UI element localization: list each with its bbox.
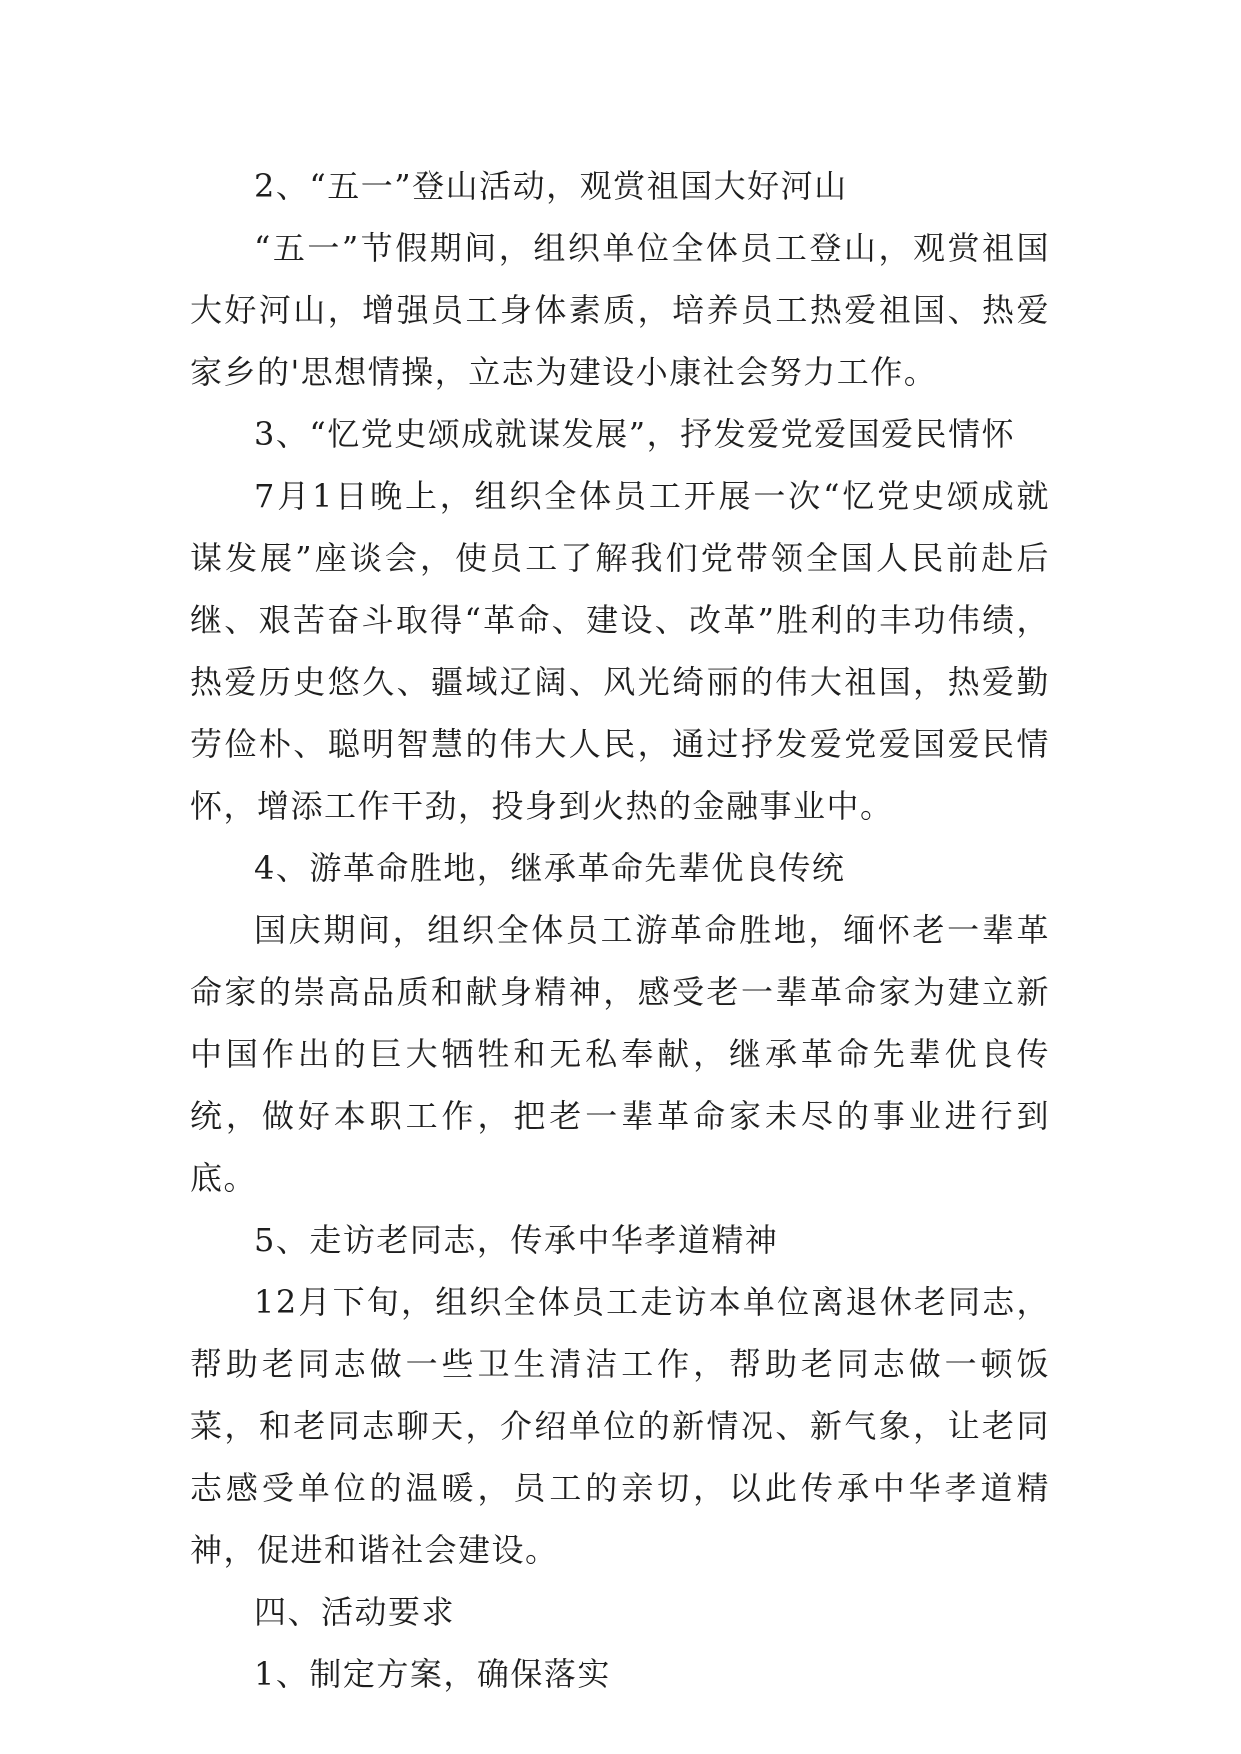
paragraph-visit-veterans: 12月下旬，组织全体员工走访本单位离退休老同志，帮助老同志做一些卫生清洁工作，帮助老同志做一顿饭菜，和老同志聊天，介绍单位的新情况、新气象，让老同志感受单位的温暖，员工的亲切，以此传承中华孝道精神，促进和谐社会建设。 xyxy=(190,1283,1050,1569)
paragraph-party-history: 7月1日晚上，组织全体员工开展一次“忆党史颂成就谋发展”座谈会，使员工了解我们党带领全国人民前赴后继、艰苦奋斗取得“革命、建设、改革”胜利的丰功伟绩，热爱历史悠久、疆域辽阔、风光绮丽的伟大祖国，热爱勤劳俭朴、聪明智慧的伟大人民，通过抒发爱党爱国爱民情怀，增添工作干劲，投身到火热的金融事业中。 xyxy=(190,477,1050,825)
document-body xyxy=(190,155,1050,1705)
heading-revolutionary-sites: 4、游革命胜地，继承革命先辈优良传统 xyxy=(254,849,846,887)
section-heading-requirements: 四、活动要求 xyxy=(254,1593,456,1631)
heading-plan-implementation: 1、制定方案，确保落实 xyxy=(254,1655,611,1693)
heading-visit-veterans: 5、走访老同志，传承中华孝道精神 xyxy=(254,1221,779,1259)
paragraph-revolutionary-sites: 国庆期间，组织全体员工游革命胜地，缅怀老一辈革命家的崇高品质和献身精神，感受老一辈革命家为建立新中国作出的巨大牺牲和无私奉献，继承革命先辈优良传统，做好本职工作，把老一辈革命家未尽的事业进行到底。 xyxy=(190,911,1050,1197)
heading-party-history: 3、“忆党史颂成就谋发展”，抒发爱党爱国爱民情怀 xyxy=(254,415,1016,453)
heading-may-day-hiking: 2、“五一”登山活动，观赏祖国大好河山 xyxy=(254,167,848,205)
paragraph-may-day-hiking: “五一”节假期间，组织单位全体员工登山，观赏祖国大好河山，增强员工身体素质，培养员工热爱祖国、热爱家乡的'思想情操，立志为建设小康社会努力工作。 xyxy=(190,229,1050,391)
